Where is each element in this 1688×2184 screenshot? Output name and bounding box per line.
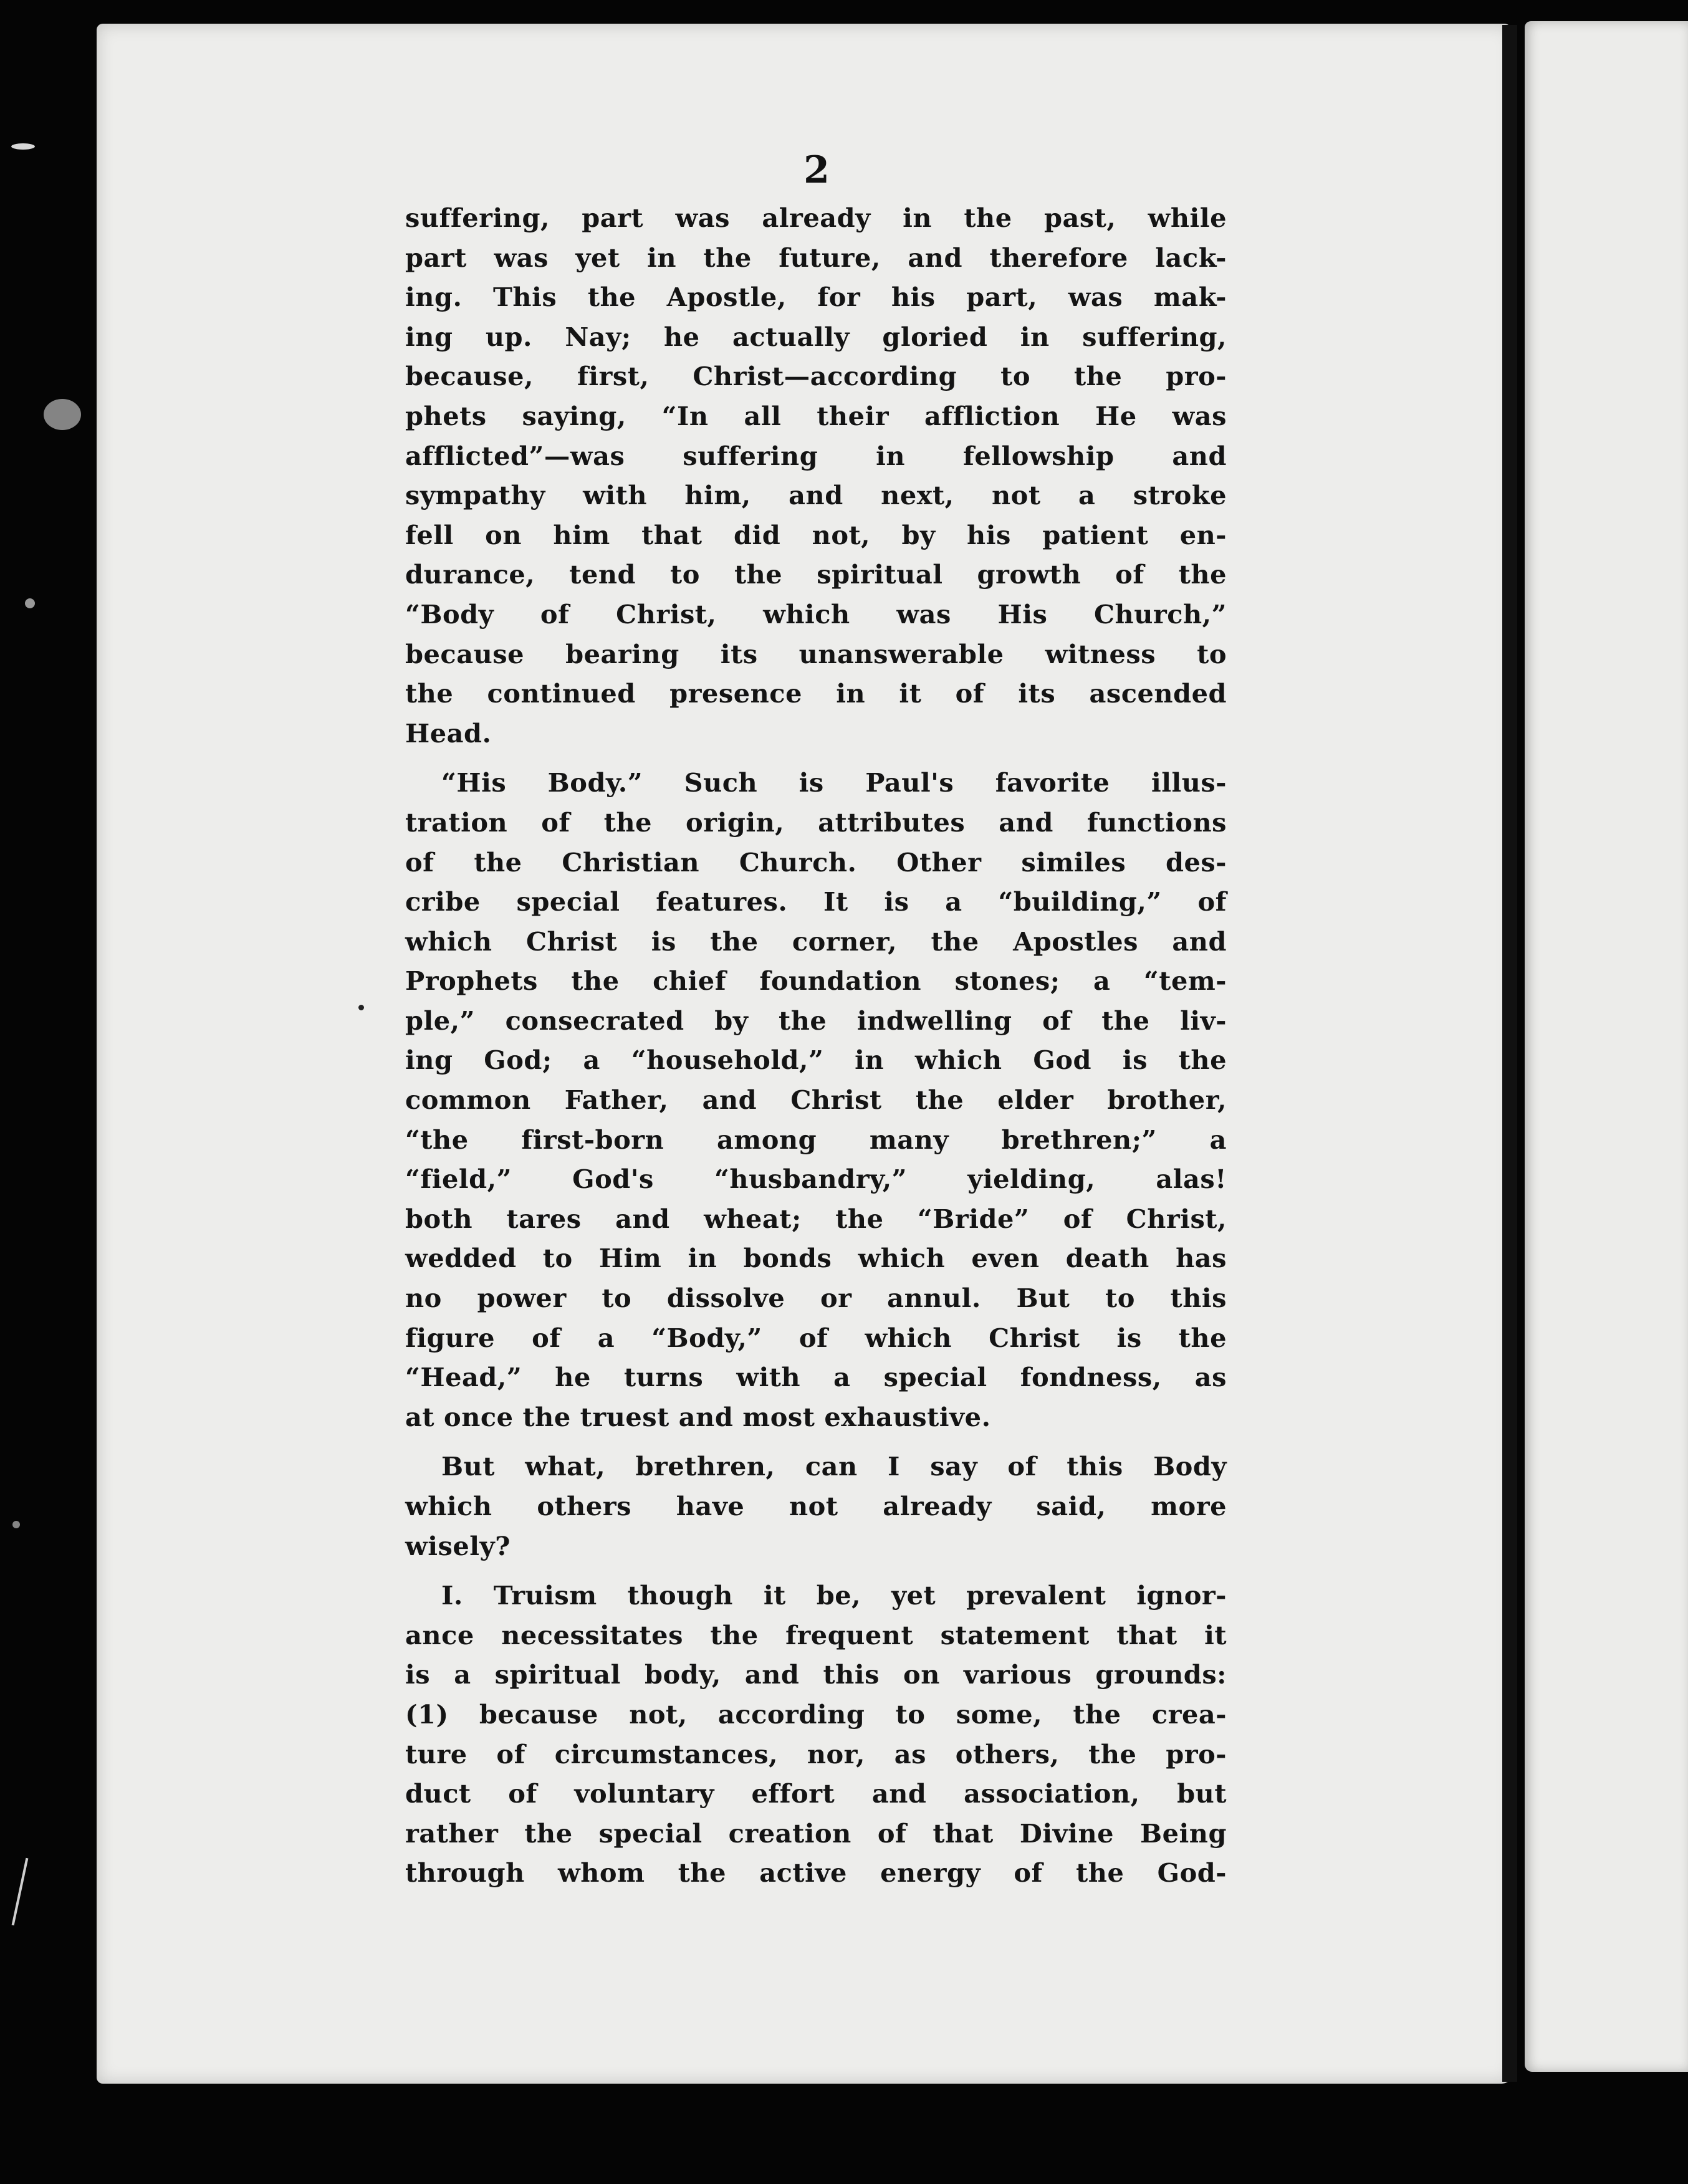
text-line: “Body of Christ, which was His Church,” <box>405 598 1227 630</box>
page-gutter <box>1502 25 1517 2082</box>
edge-speck <box>11 143 35 150</box>
text-line: ple,” consecrated by the indwelling of the liv- <box>405 1005 1227 1036</box>
text-line: cribe special features. It is a “building,” of <box>405 886 1227 917</box>
text-line: both tares and wheat; the “Bride” of Christ, <box>405 1203 1227 1234</box>
text-line: ance necessitates the frequent statement that it <box>405 1619 1227 1650</box>
text-line: But what, brethren, can I say of this Body <box>441 1451 1227 1482</box>
text-line: which others have not already said, more <box>405 1491 1227 1521</box>
text-line: fell on him that did not, by his patient en- <box>405 519 1227 550</box>
text-line: sympathy with him, and next, not a stroke <box>405 480 1227 511</box>
paragraph-gap <box>405 1566 1227 1576</box>
margin-dot <box>358 1005 364 1010</box>
text-line: of the Christian Church. Other similes des- <box>405 846 1227 878</box>
paragraph <box>405 763 1227 1437</box>
text-line: the continued presence in it of its ascended <box>405 678 1227 709</box>
adjacent-page <box>1525 21 1688 2072</box>
text-line: suffering, part was already in the past, while <box>405 203 1227 233</box>
text-line: “the first-born among many brethren;” a <box>405 1124 1227 1155</box>
text-line: rather the special creation of that Divine Being <box>405 1818 1227 1849</box>
text-line: durance, tend to the spiritual growth of the <box>405 559 1227 590</box>
text-line: “His Body.” Such is Paul's favorite illus- <box>441 767 1227 798</box>
text-line: part was yet in the future, and therefore lack- <box>405 242 1227 273</box>
text-line: through whom the active energy of the God- <box>405 1857 1227 1889</box>
text-line: ing. This the Apostle, for his part, was mak- <box>405 282 1227 313</box>
edge-speck <box>25 598 35 608</box>
text-line: Prophets the chief foundation stones; a “tem- <box>405 965 1227 997</box>
text-line: common Father, and Christ the elder brother, <box>405 1085 1227 1116</box>
body-text <box>405 198 1227 1893</box>
text-line: figure of a “Body,” of which Christ is the <box>405 1322 1227 1353</box>
text-line: wedded to Him in bonds which even death has <box>405 1243 1227 1274</box>
paragraph <box>405 1576 1227 1893</box>
edge-speck <box>44 399 81 430</box>
text-line: Head. <box>405 717 492 749</box>
text-line: afflicted”—was suffering in fellowship and <box>405 440 1227 471</box>
text-line: at once the truest and most exhaustive. <box>405 1401 991 1432</box>
text-line: no power to dissolve or annul. But to this <box>405 1283 1227 1314</box>
text-line: I. Truism though it be, yet prevalent ignor- <box>441 1580 1227 1611</box>
text-line: because bearing its unanswerable witness to <box>405 638 1227 669</box>
text-line: (1) because not, according to some, the crea- <box>405 1698 1227 1730</box>
paragraph <box>405 198 1227 753</box>
text-line: which Christ is the corner, the Apostles and <box>405 926 1227 957</box>
text-line: is a spiritual body, and this on various grounds: <box>405 1659 1227 1690</box>
text-line: ture of circumstances, nor, as others, the pro- <box>405 1738 1227 1770</box>
text-line: phets saying, “In all their affliction He was <box>405 400 1227 431</box>
edge-scratch <box>12 1858 29 1925</box>
text-line: duct of voluntary effort and association, but <box>405 1778 1227 1809</box>
text-line: “Head,” he turns with a special fondness, as <box>405 1362 1227 1393</box>
paragraph <box>405 1447 1227 1566</box>
text-line: ing God; a “household,” in which God is the <box>405 1045 1227 1076</box>
text-line: because, first, Christ—according to the pro- <box>405 361 1227 392</box>
paragraph-gap <box>405 1437 1227 1447</box>
edge-speck <box>12 1521 20 1528</box>
page-number: 2 <box>803 148 830 192</box>
text-line: tration of the origin, attributes and functions <box>405 807 1227 838</box>
paragraph-gap <box>405 753 1227 763</box>
text-line: ing up. Nay; he actually gloried in suffering, <box>405 321 1227 352</box>
text-line: wisely? <box>405 1530 511 1561</box>
text-line: “field,” God's “husbandry,” yielding, alas! <box>405 1164 1227 1195</box>
